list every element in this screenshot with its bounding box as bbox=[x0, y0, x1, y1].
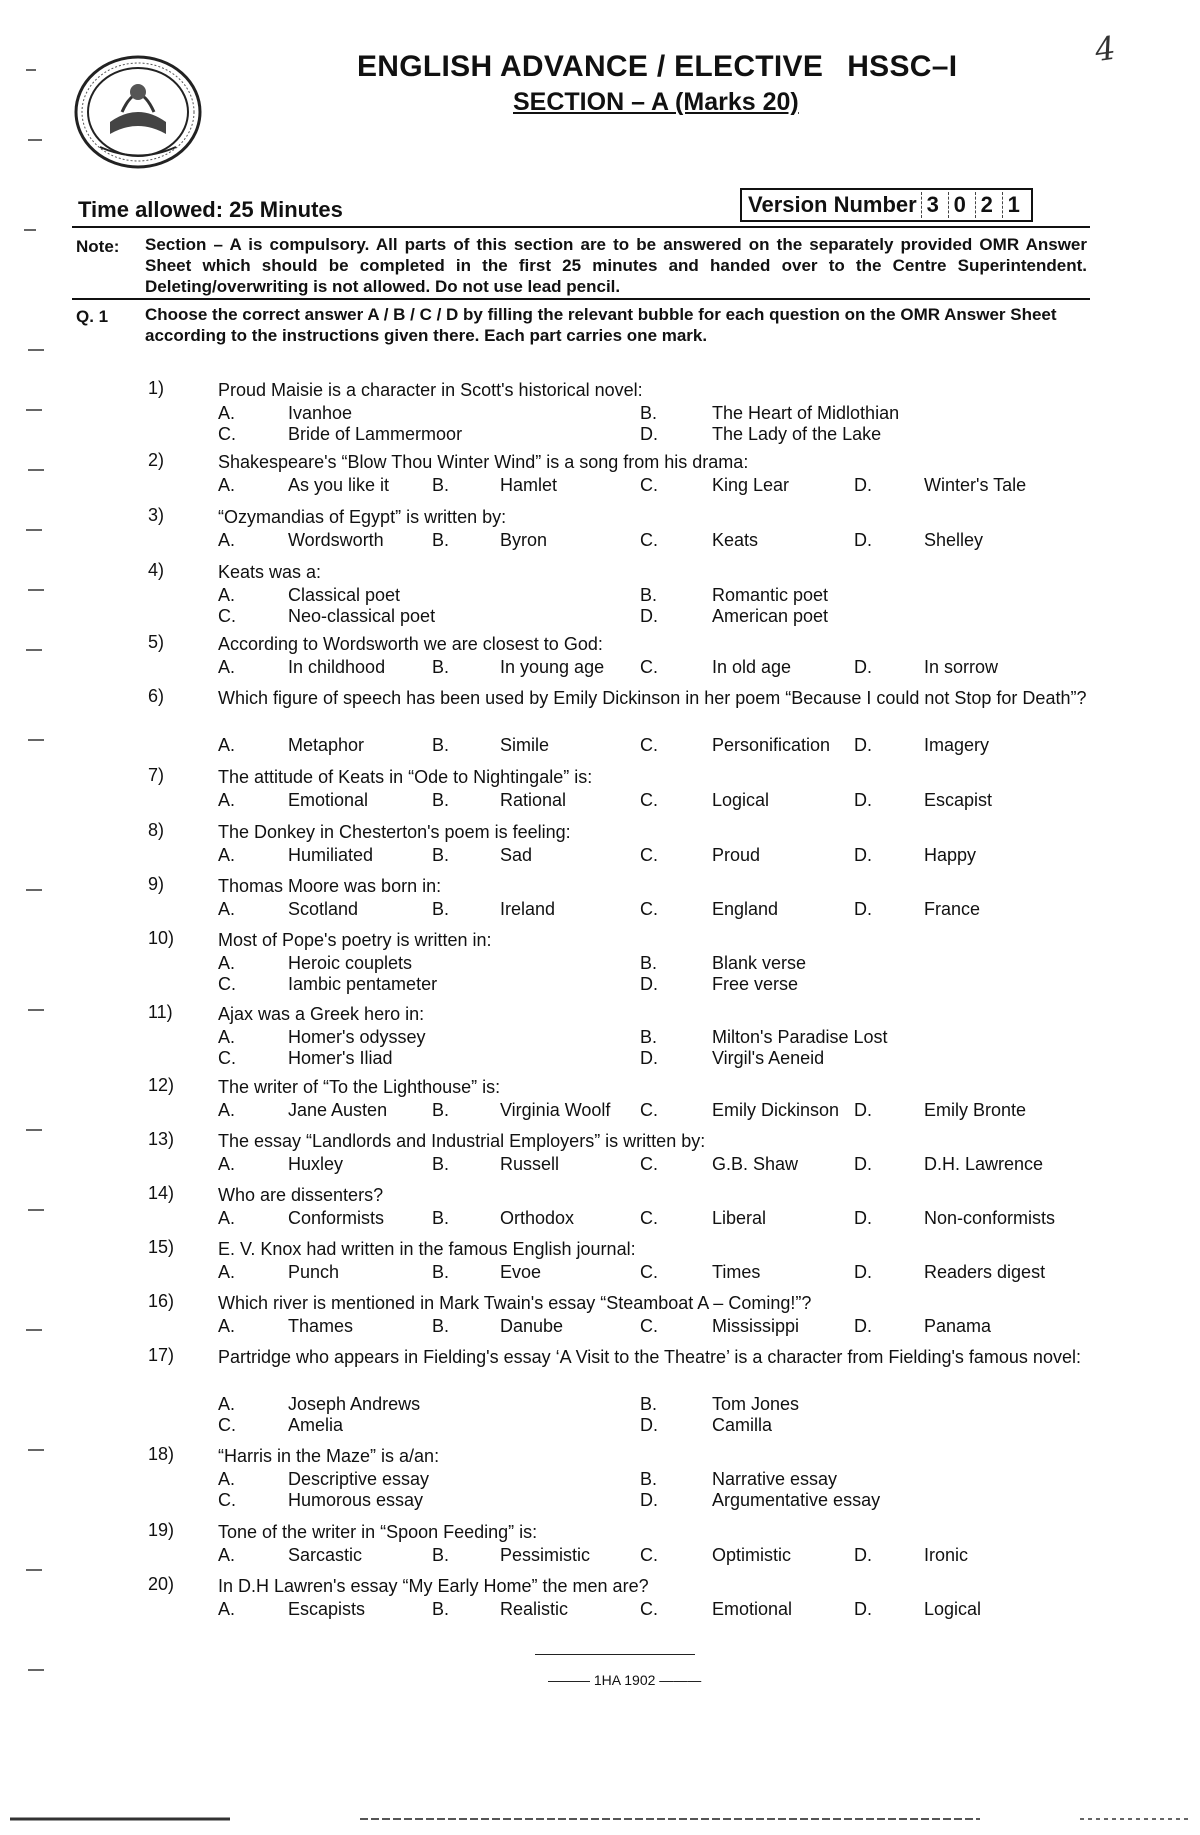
options-row bbox=[0, 1262, 1200, 1286]
option-letter: B. bbox=[432, 530, 450, 550]
option-letter: B. bbox=[432, 657, 450, 677]
option-letter: B. bbox=[432, 735, 450, 755]
question-item bbox=[0, 1002, 1200, 1082]
option-letter: D. bbox=[854, 657, 872, 677]
option-letter: A. bbox=[218, 530, 236, 550]
option-text: The Lady of the Lake bbox=[712, 424, 882, 444]
option-letter: B. bbox=[640, 585, 658, 605]
question-text: Keats was a: bbox=[218, 562, 322, 582]
question-number: 16) bbox=[148, 1291, 175, 1311]
option-letter: D. bbox=[854, 845, 872, 865]
option-letter: A. bbox=[218, 1545, 236, 1565]
options-row bbox=[0, 475, 1200, 499]
option-letter: A. bbox=[218, 475, 236, 495]
question-item bbox=[0, 1444, 1200, 1524]
version-digit: 0 bbox=[948, 192, 971, 218]
question-number: 19) bbox=[148, 1520, 175, 1540]
option-letter: B. bbox=[432, 1154, 450, 1174]
option-text: Sad bbox=[500, 845, 533, 865]
question-number: 18) bbox=[148, 1444, 175, 1464]
question-text: Tone of the writer in “Spoon Feeding” is: bbox=[218, 1522, 538, 1542]
option-text: Proud bbox=[712, 845, 761, 865]
version-number-box bbox=[740, 188, 1033, 222]
option-letter: D. bbox=[854, 1154, 872, 1174]
option-letter: C. bbox=[640, 845, 658, 865]
question-number: 10) bbox=[148, 928, 175, 948]
option-text: Sarcastic bbox=[288, 1545, 363, 1565]
option-letter: C. bbox=[218, 424, 236, 444]
question-number: 4) bbox=[148, 560, 165, 580]
option-letter: C. bbox=[218, 606, 236, 626]
option-letter: A. bbox=[218, 1394, 236, 1414]
options-row bbox=[0, 790, 1200, 814]
option-letter: B. bbox=[432, 790, 450, 810]
option-letter: A. bbox=[218, 735, 236, 755]
option-text: In young age bbox=[500, 657, 605, 677]
question-text: Partridge who appears in Fielding's essay ‘A Visit to the Theatre’ is a character from Fielding's famous novel: bbox=[218, 1347, 1081, 1367]
option-letter: A. bbox=[218, 1599, 236, 1619]
option-letter: A. bbox=[218, 657, 236, 677]
option-text: Tom Jones bbox=[712, 1394, 800, 1414]
option-text: Free verse bbox=[712, 974, 799, 994]
option-text: Romantic poet bbox=[712, 585, 829, 605]
handwritten-page-mark: 4 bbox=[1092, 28, 1118, 70]
options-row bbox=[0, 657, 1200, 681]
options-row bbox=[0, 1208, 1200, 1232]
options-row bbox=[0, 530, 1200, 554]
option-text: Evoe bbox=[500, 1262, 542, 1282]
option-letter: C. bbox=[640, 1262, 658, 1282]
question-item bbox=[0, 686, 1200, 766]
option-text: King Lear bbox=[712, 475, 790, 495]
options-row bbox=[0, 899, 1200, 923]
option-letter: D. bbox=[854, 1316, 872, 1336]
option-letter: A. bbox=[218, 403, 236, 423]
options-row bbox=[0, 424, 1200, 448]
option-letter: B. bbox=[432, 899, 450, 919]
option-letter: D. bbox=[640, 424, 658, 444]
option-letter: D. bbox=[640, 974, 658, 994]
option-text: Homer's Iliad bbox=[288, 1048, 393, 1068]
option-letter: A. bbox=[218, 790, 236, 810]
question-number: 9) bbox=[148, 874, 165, 894]
option-letter: D. bbox=[854, 1100, 872, 1120]
option-letter: D. bbox=[854, 790, 872, 810]
option-letter: C. bbox=[640, 899, 658, 919]
option-letter: C. bbox=[640, 735, 658, 755]
option-letter: A. bbox=[218, 1262, 236, 1282]
options-row bbox=[0, 1415, 1200, 1439]
question-number: 11) bbox=[148, 1002, 173, 1022]
exam-title: ENGLISH ADVANCE / ELECTIVE HSSC–I bbox=[357, 50, 958, 83]
option-letter: D. bbox=[640, 1490, 658, 1510]
option-letter: C. bbox=[218, 974, 236, 994]
option-letter: B. bbox=[640, 1394, 658, 1414]
section-heading: SECTION – A (Marks 20) bbox=[513, 88, 799, 116]
option-text: American poet bbox=[712, 606, 829, 626]
option-letter: D. bbox=[854, 1599, 872, 1619]
option-letter: C. bbox=[640, 1208, 658, 1228]
options-row bbox=[0, 1599, 1200, 1623]
question-item bbox=[0, 378, 1200, 458]
option-text: Argumentative essay bbox=[712, 1490, 881, 1510]
option-text: France bbox=[924, 899, 981, 919]
option-letter: B. bbox=[432, 1316, 450, 1336]
question-text: “Ozymandias of Egypt” is written by: bbox=[218, 507, 507, 527]
option-text: Escapists bbox=[288, 1599, 366, 1619]
question-number: 14) bbox=[148, 1183, 175, 1203]
option-letter: C. bbox=[218, 1415, 236, 1435]
option-letter: B. bbox=[640, 953, 658, 973]
question-text: The essay “Landlords and Industrial Employers” is written by: bbox=[218, 1131, 706, 1151]
option-text: Shelley bbox=[924, 530, 984, 550]
question-text: E. V. Knox had written in the famous English journal: bbox=[218, 1239, 636, 1259]
options-row bbox=[0, 606, 1200, 630]
option-text: Ironic bbox=[924, 1545, 969, 1565]
option-letter: C. bbox=[640, 475, 658, 495]
option-text: Liberal bbox=[712, 1208, 767, 1228]
option-letter: A. bbox=[218, 845, 236, 865]
option-letter: C. bbox=[640, 1100, 658, 1120]
options-row bbox=[0, 974, 1200, 998]
option-letter: B. bbox=[432, 845, 450, 865]
option-letter: D. bbox=[640, 1415, 658, 1435]
option-text: Simile bbox=[500, 735, 550, 755]
question-text: Thomas Moore was born in: bbox=[218, 876, 442, 896]
divider bbox=[72, 298, 1090, 300]
question-number: 13) bbox=[148, 1129, 175, 1149]
option-letter: B. bbox=[432, 1262, 450, 1282]
time-allowed: Time allowed: 25 Minutes bbox=[78, 197, 343, 222]
option-text: Readers digest bbox=[924, 1262, 1046, 1282]
question-text: “Harris in the Maze” is a/an: bbox=[218, 1446, 440, 1466]
option-text: Rational bbox=[500, 790, 567, 810]
option-text: Wordsworth bbox=[288, 530, 384, 550]
option-letter: C. bbox=[640, 1154, 658, 1174]
option-letter: B. bbox=[432, 1208, 450, 1228]
question-item bbox=[0, 928, 1200, 1008]
question-text: The writer of “To the Lighthouse” is: bbox=[218, 1077, 501, 1097]
question-item bbox=[0, 560, 1200, 640]
question-number: 15) bbox=[148, 1237, 175, 1257]
version-label: Version Number bbox=[748, 192, 917, 217]
option-text: Escapist bbox=[924, 790, 993, 810]
option-text: Descriptive essay bbox=[288, 1469, 430, 1489]
question-text: Proud Maisie is a character in Scott's historical novel: bbox=[218, 380, 643, 400]
option-letter: D. bbox=[640, 1048, 658, 1068]
question-number: 6) bbox=[148, 686, 165, 706]
option-letter: D. bbox=[854, 1545, 872, 1565]
option-text: Jane Austen bbox=[288, 1100, 388, 1120]
option-text: In childhood bbox=[288, 657, 386, 677]
question-number: 5) bbox=[148, 632, 165, 652]
exam-level: HSSC–I bbox=[847, 50, 958, 83]
option-text: Camilla bbox=[712, 1415, 773, 1435]
question-number: 8) bbox=[148, 820, 165, 840]
option-text: Classical poet bbox=[288, 585, 401, 605]
option-text: Optimistic bbox=[712, 1545, 792, 1565]
scan-margin-marks bbox=[22, 50, 52, 1750]
question-number: 1) bbox=[148, 378, 165, 398]
option-letter: B. bbox=[432, 1545, 450, 1565]
scan-bottom-edge bbox=[0, 1816, 1200, 1822]
option-letter: C. bbox=[640, 657, 658, 677]
question-number: 12) bbox=[148, 1075, 175, 1095]
option-text: Iambic pentameter bbox=[288, 974, 438, 994]
option-text: Emily Bronte bbox=[924, 1100, 1027, 1120]
question-number: 7) bbox=[148, 765, 165, 785]
option-text: Logical bbox=[712, 790, 770, 810]
option-text: Happy bbox=[924, 845, 977, 865]
options-row bbox=[0, 1154, 1200, 1178]
option-text: Non-conformists bbox=[924, 1208, 1056, 1228]
board-seal-logo bbox=[70, 52, 206, 172]
option-text: Narrative essay bbox=[712, 1469, 838, 1489]
option-text: Orthodox bbox=[500, 1208, 575, 1228]
option-text: Huxley bbox=[288, 1154, 344, 1174]
option-text: Neo-classical poet bbox=[288, 606, 436, 626]
option-text: Blank verse bbox=[712, 953, 807, 973]
options-row bbox=[0, 845, 1200, 869]
option-letter: D. bbox=[854, 1262, 872, 1282]
option-text: Bride of Lammermoor bbox=[288, 424, 463, 444]
option-letter: A. bbox=[218, 585, 236, 605]
question-text: The Donkey in Chesterton's poem is feeling: bbox=[218, 822, 571, 842]
question-text: In D.H Lawren's essay “My Early Home” the men are? bbox=[218, 1576, 649, 1596]
option-text: Ivanhoe bbox=[288, 403, 353, 423]
option-letter: C. bbox=[640, 1316, 658, 1336]
note-label: Note: bbox=[76, 237, 120, 256]
option-text: D.H. Lawrence bbox=[924, 1154, 1044, 1174]
option-letter: B. bbox=[640, 403, 658, 423]
option-letter: C. bbox=[218, 1048, 236, 1068]
option-letter: D. bbox=[854, 530, 872, 550]
divider bbox=[72, 226, 1090, 228]
option-text: Logical bbox=[924, 1599, 982, 1619]
option-letter: D. bbox=[854, 899, 872, 919]
option-letter: D. bbox=[854, 735, 872, 755]
footer-divider bbox=[535, 1654, 695, 1655]
options-row bbox=[0, 1545, 1200, 1569]
question-text: Most of Pope's poetry is written in: bbox=[218, 930, 492, 950]
option-letter: B. bbox=[432, 475, 450, 495]
option-text: Scotland bbox=[288, 899, 359, 919]
option-letter: C. bbox=[218, 1490, 236, 1510]
option-letter: B. bbox=[640, 1469, 658, 1489]
option-letter: A. bbox=[218, 1316, 236, 1336]
option-text: Byron bbox=[500, 530, 548, 550]
option-letter: B. bbox=[640, 1027, 658, 1047]
question-text: Which figure of speech has been used by Emily Dickinson in her poem “Because I could not Stop for Death”? bbox=[218, 688, 1087, 708]
option-letter: A. bbox=[218, 899, 236, 919]
option-letter: B. bbox=[432, 1100, 450, 1120]
option-text: Homer's odyssey bbox=[288, 1027, 426, 1047]
option-text: Metaphor bbox=[288, 735, 365, 755]
question-text: Who are dissenters? bbox=[218, 1185, 384, 1205]
option-text: Winter's Tale bbox=[924, 475, 1027, 495]
question-number: 17) bbox=[148, 1345, 175, 1365]
question-text: Ajax was a Greek hero in: bbox=[218, 1004, 425, 1024]
q1-instructions: Choose the correct answer A / B / C / D by filling the relevant bubble for each question on the OMR Answer Sheet according to the instructions given there. Each part carries one mark. bbox=[145, 305, 1057, 345]
option-text: Milton's Paradise Lost bbox=[712, 1027, 888, 1047]
option-text: In sorrow bbox=[924, 657, 999, 677]
question-text: Shakespeare's “Blow Thou Winter Wind” is a song from his drama: bbox=[218, 452, 749, 472]
note-text: Section – A is compulsory. All parts of this section are to be answered on the separately provided OMR Answer Sheet which should be completed in the first 25 minutes and handed over to the Centre Superintendent. Deleting/overwriting is not allowed. Do not use lead pencil. bbox=[145, 235, 1087, 296]
question-text: According to Wordsworth we are closest to God: bbox=[218, 634, 603, 654]
option-text: Virgil's Aeneid bbox=[712, 1048, 825, 1068]
option-text: Emotional bbox=[288, 790, 369, 810]
option-letter: A. bbox=[218, 1154, 236, 1174]
option-text: Emotional bbox=[712, 1599, 793, 1619]
option-letter: C. bbox=[640, 790, 658, 810]
option-letter: A. bbox=[218, 1469, 236, 1489]
options-row bbox=[0, 735, 1200, 759]
option-text: Pessimistic bbox=[500, 1545, 591, 1565]
option-text: Russell bbox=[500, 1154, 560, 1174]
option-text: Realistic bbox=[500, 1599, 569, 1619]
option-text: Danube bbox=[500, 1316, 564, 1336]
option-text: The Heart of Midlothian bbox=[712, 403, 900, 423]
option-letter: A. bbox=[218, 1027, 236, 1047]
question-item bbox=[0, 1574, 1200, 1654]
option-letter: D. bbox=[854, 475, 872, 495]
option-text: England bbox=[712, 899, 779, 919]
option-letter: A. bbox=[218, 1208, 236, 1228]
question-number: 2) bbox=[148, 450, 165, 470]
option-text: Keats bbox=[712, 530, 759, 550]
options-row bbox=[0, 1100, 1200, 1124]
question-text: The attitude of Keats in “Ode to Nightingale” is: bbox=[218, 767, 593, 787]
option-text: Humiliated bbox=[288, 845, 374, 865]
options-row bbox=[0, 1490, 1200, 1514]
option-text: Ireland bbox=[500, 899, 556, 919]
version-digit: 3 bbox=[921, 192, 944, 218]
option-letter: A. bbox=[218, 1100, 236, 1120]
option-text: Times bbox=[712, 1262, 761, 1282]
option-text: In old age bbox=[712, 657, 792, 677]
option-text: Humorous essay bbox=[288, 1490, 424, 1510]
option-letter: C. bbox=[640, 1599, 658, 1619]
option-text: Imagery bbox=[924, 735, 990, 755]
option-letter: A. bbox=[218, 953, 236, 973]
option-text: Personification bbox=[712, 735, 831, 755]
option-text: Amelia bbox=[288, 1415, 344, 1435]
option-text: Joseph Andrews bbox=[288, 1394, 421, 1414]
option-letter: C. bbox=[640, 530, 658, 550]
option-text: Heroic couplets bbox=[288, 953, 413, 973]
option-letter: D. bbox=[854, 1208, 872, 1228]
option-text: Panama bbox=[924, 1316, 992, 1336]
option-text: G.B. Shaw bbox=[712, 1154, 799, 1174]
q1-label: Q. 1 bbox=[76, 307, 109, 326]
option-text: As you like it bbox=[288, 475, 390, 495]
option-text: Virginia Woolf bbox=[500, 1100, 611, 1120]
options-row bbox=[0, 1316, 1200, 1340]
option-text: Emily Dickinson bbox=[712, 1100, 840, 1120]
version-digit: 1 bbox=[1002, 192, 1025, 218]
question-number: 20) bbox=[148, 1574, 175, 1594]
version-digit: 2 bbox=[975, 192, 998, 218]
option-text: Punch bbox=[288, 1262, 340, 1282]
option-letter: B. bbox=[432, 1599, 450, 1619]
option-letter: C. bbox=[640, 1545, 658, 1565]
question-number: 3) bbox=[148, 505, 165, 525]
paper-code: ——— 1HA 1902 ——— bbox=[548, 1672, 702, 1688]
question-item bbox=[0, 1345, 1200, 1435]
option-text: Mississippi bbox=[712, 1316, 800, 1336]
option-text: Thames bbox=[288, 1316, 354, 1336]
option-text: Hamlet bbox=[500, 475, 558, 495]
options-row bbox=[0, 1048, 1200, 1072]
option-text: Conformists bbox=[288, 1208, 385, 1228]
question-text: Which river is mentioned in Mark Twain's essay “Steamboat A – Coming!”? bbox=[218, 1293, 812, 1313]
option-letter: D. bbox=[640, 606, 658, 626]
